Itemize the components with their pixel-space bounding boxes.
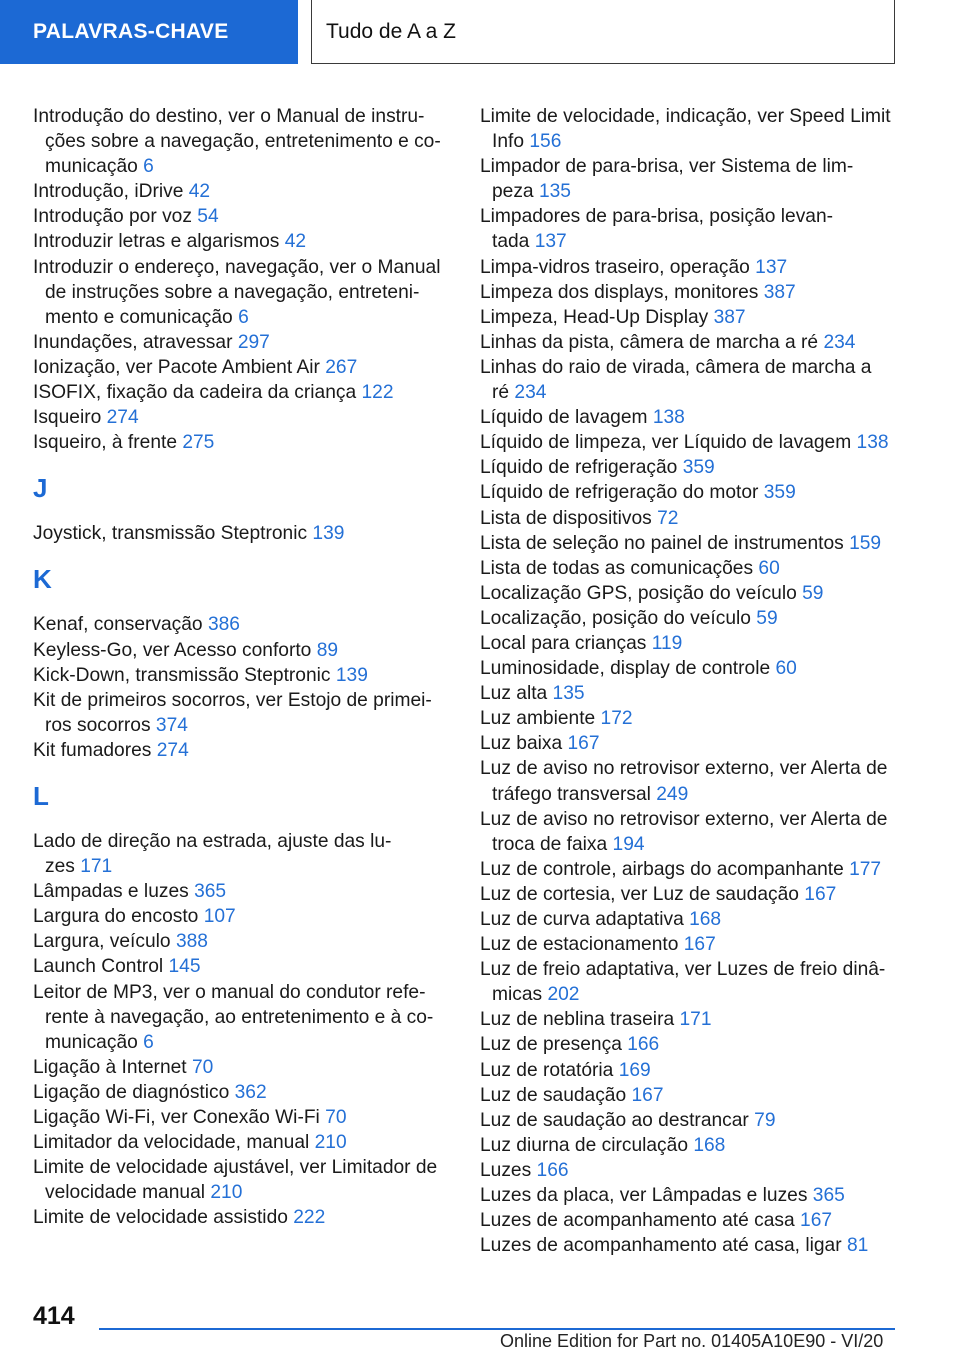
index-entry	[480, 556, 900, 581]
index-entry	[480, 631, 900, 656]
page-reference-link[interactable]: 359	[682, 457, 715, 479]
entry-text: ré	[492, 382, 510, 404]
entry-text: Linhas do raio de virada, câmera de marcha a	[480, 356, 872, 378]
entry-text: Luz diurna de circulação	[480, 1134, 688, 1156]
page-reference-link[interactable]: 119	[651, 632, 683, 654]
index-entry	[480, 330, 900, 355]
page-reference-link[interactable]: 6	[238, 306, 249, 328]
page-reference-link[interactable]: 365	[194, 881, 227, 903]
index-entry	[480, 857, 900, 882]
index-entry	[480, 807, 900, 857]
page-reference-link[interactable]: 122	[361, 382, 394, 404]
page-reference-link[interactable]: 297	[237, 331, 270, 353]
entry-text: Luz ambiente	[480, 708, 596, 730]
index-entry	[480, 731, 900, 756]
entry-text: Luz de controle, airbags do acompanhante	[480, 858, 844, 880]
index-entry	[33, 638, 438, 663]
index-entry	[33, 1205, 438, 1230]
section-tab	[0, 0, 298, 64]
page-reference-link[interactable]: 388	[175, 931, 208, 953]
page-reference-link[interactable]: 171	[80, 856, 113, 878]
page-reference-link[interactable]: 159	[849, 532, 882, 554]
page-reference-link[interactable]: 70	[325, 1107, 347, 1128]
entry-text: Líquido de refrigeração do motor	[480, 482, 759, 504]
page-reference-link[interactable]: 234	[823, 331, 856, 353]
entry-text: municação	[45, 1031, 138, 1053]
entry-text: mento e comunicação	[45, 306, 233, 328]
entry-text: Introduzir letras e algarismos	[33, 231, 280, 253]
index-letter-heading: L	[33, 780, 49, 811]
index-entry	[33, 521, 438, 546]
entry-text: rente à navegação, ao entretenimento e à co-	[45, 1006, 434, 1028]
entry-text: Introdução do destino, ver o Manual de instru-	[33, 106, 425, 127]
entry-text: Ionização, ver Pacote Ambient Air	[33, 356, 320, 378]
page-reference-link[interactable]: 210	[210, 1182, 243, 1204]
index-entry	[480, 480, 900, 505]
page-reference-link[interactable]: 167	[631, 1084, 664, 1106]
entry-text: Launch Control	[33, 956, 164, 978]
index-entry	[480, 280, 900, 305]
page-reference-link[interactable]: 234	[514, 382, 547, 404]
index-entry	[480, 907, 900, 932]
entry-text: Luzes	[480, 1159, 532, 1181]
page-reference-link[interactable]: 89	[316, 639, 339, 661]
entry-text: Limite de velocidade ajustável, ver Limitador de	[33, 1157, 438, 1179]
index-entry	[33, 904, 438, 929]
entry-text: ções sobre a navegação, entretenimento e co-	[45, 131, 441, 153]
page-reference-link[interactable]: 138	[856, 432, 889, 454]
index-entry	[480, 932, 900, 957]
index-entry	[33, 1130, 438, 1155]
entry-text: Luz de freio adaptativa, ver Luzes de freio dinâ-	[480, 959, 886, 981]
page-reference-link[interactable]: 60	[775, 658, 797, 680]
index-entry	[480, 1133, 900, 1158]
page-reference-link[interactable]: 169	[618, 1059, 651, 1081]
footer-divider	[99, 1328, 895, 1330]
index-entry	[480, 1233, 900, 1258]
entry-text: Líquido de refrigeração	[480, 457, 678, 479]
entry-text: Localização GPS, posição do veículo	[480, 582, 797, 604]
entry-text: Líquido de limpeza, ver Líquido de lavagem	[480, 432, 852, 454]
index-entry	[33, 229, 438, 254]
index-letter-heading: K	[33, 564, 52, 595]
page-reference-link[interactable]: 267	[325, 356, 358, 378]
index-entry	[480, 606, 900, 631]
entry-text: Joystick, transmissão Steptronic	[33, 523, 308, 545]
index-entry	[480, 1108, 900, 1133]
entry-text: Local para crianças	[480, 632, 647, 654]
index-entry	[33, 738, 438, 763]
entry-text: Luz de aviso no retrovisor externo, ver Alerta de	[480, 758, 888, 780]
section-subtitle: Tudo de A a Z	[326, 19, 456, 43]
page-number: 414	[33, 1302, 75, 1330]
index-entry	[480, 1007, 900, 1032]
index-entry	[33, 405, 438, 430]
page-reference-link[interactable]: 167	[800, 1210, 833, 1232]
page-reference-link[interactable]: 107	[203, 906, 236, 928]
page-reference-link[interactable]: 72	[657, 507, 679, 529]
page-reference-link[interactable]: 387	[763, 281, 796, 303]
index-entry	[480, 706, 900, 731]
index-letter-heading: J	[33, 473, 48, 504]
entry-text: Introdução por voz	[33, 206, 192, 228]
entry-text: Limitador da velocidade, manual	[33, 1132, 310, 1154]
index-entry	[480, 1083, 900, 1108]
page-reference-link[interactable]: 386	[207, 614, 240, 636]
index-entry	[33, 1155, 438, 1205]
index-entry	[33, 688, 438, 738]
entry-text: tada	[492, 231, 530, 253]
entry-text: Luz de curva adaptativa	[480, 909, 684, 930]
entry-text: Limite de velocidade, indicação, ver Speed Limit	[480, 106, 891, 127]
entry-text: Luzes de acompanhamento até casa, ligar	[480, 1235, 842, 1257]
index-entry	[33, 204, 438, 229]
entry-text: Limpa-vidros traseiro, operação	[480, 256, 750, 278]
entry-text: Isqueiro	[33, 407, 102, 429]
index-entry	[480, 656, 900, 681]
entry-text: Kit de primeiros socorros, ver Estojo de primei-	[33, 689, 432, 711]
entry-text: Ligação Wi-Fi, ver Conexão Wi-Fi	[33, 1107, 320, 1128]
index-entry	[480, 1058, 900, 1083]
index-entry	[33, 430, 438, 455]
page-reference-link[interactable]: 365	[812, 1185, 845, 1207]
entry-text: Luminosidade, display de controle	[480, 658, 771, 680]
page-reference-link[interactable]: 167	[804, 883, 837, 905]
entry-text: Luz de estacionamento	[480, 934, 679, 956]
page-reference-link[interactable]: 374	[155, 714, 188, 736]
index-entry	[480, 355, 900, 405]
entry-text: micas	[492, 984, 543, 1006]
index-entry	[33, 330, 438, 355]
index-entry	[33, 380, 438, 405]
entry-text: Keyless-Go, ver Acesso conforto	[33, 639, 312, 661]
index-entry	[33, 954, 438, 979]
page-reference-link[interactable]: 81	[846, 1235, 869, 1257]
index-entry	[33, 663, 438, 688]
page-reference-link[interactable]: 139	[335, 664, 368, 686]
entry-text: Largura, veículo	[33, 931, 171, 953]
index-entry	[480, 430, 900, 455]
entry-text: Localização, posição do veículo	[480, 607, 751, 629]
entry-text: Kenaf, conservação	[33, 614, 203, 636]
entry-text: Luzes de acompanhamento até casa	[480, 1210, 795, 1232]
entry-text: Limpadores de para-brisa, posição levan-	[480, 206, 834, 228]
entry-text: zes	[45, 856, 75, 878]
page-reference-link[interactable]: 166	[627, 1034, 660, 1056]
page-reference-link[interactable]: 59	[756, 607, 778, 629]
entry-text: Lista de todas as comunicações	[480, 557, 754, 579]
section-label: PALAVRAS-CHAVE	[33, 20, 229, 43]
page-reference-link[interactable]: 359	[763, 482, 796, 504]
entry-text: Luz de aviso no retrovisor externo, ver Alerta de	[480, 808, 888, 830]
entry-text: Líquido de lavagem	[480, 407, 648, 429]
entry-text: Luz de presença	[480, 1034, 622, 1056]
entry-text: Isqueiro, à frente	[33, 432, 177, 454]
page-reference-link[interactable]: 59	[802, 582, 824, 604]
page-reference-link[interactable]: 79	[754, 1109, 776, 1131]
entry-text: Lado de direção na estrada, ajuste das lu-	[33, 830, 392, 852]
index-entry	[480, 1032, 900, 1057]
index-entry	[480, 506, 900, 531]
entry-text: de instruções sobre a navegação, entreteni-	[45, 281, 420, 303]
page-reference-link[interactable]: 60	[758, 557, 780, 579]
entry-text: Luz de saudação ao destrancar	[480, 1109, 749, 1131]
page-reference-link[interactable]: 275	[182, 432, 215, 454]
page-reference-link[interactable]: 249	[656, 783, 689, 805]
index-entry	[480, 581, 900, 606]
entry-text: Ligação de diagnóstico	[33, 1081, 230, 1103]
entry-text: Leitor de MP3, ver o manual do condutor refe-	[33, 981, 426, 1003]
page-reference-link[interactable]: 362	[234, 1081, 267, 1103]
index-entry	[33, 1105, 438, 1130]
page-reference-link[interactable]: 177	[849, 858, 882, 880]
index-entry	[33, 829, 438, 879]
index-entry	[33, 355, 438, 380]
index-column-right	[480, 104, 900, 1258]
index-entry	[33, 929, 438, 954]
entry-text: Introduzir o endereço, navegação, ver o Manual	[33, 256, 441, 278]
page-reference-link[interactable]: 166	[536, 1159, 569, 1181]
page-reference-link[interactable]: 172	[600, 708, 633, 730]
index-entry	[33, 612, 438, 637]
page-reference-link[interactable]: 6	[143, 156, 154, 178]
page-reference-link[interactable]: 210	[314, 1132, 347, 1154]
index-entry	[480, 154, 900, 204]
page-reference-link[interactable]: 156	[529, 131, 562, 153]
index-entry	[480, 104, 900, 154]
entry-text: Linhas da pista, câmera de marcha a ré	[480, 331, 819, 353]
page-reference-link[interactable]: 6	[143, 1031, 154, 1053]
entry-text: velocidade manual	[45, 1182, 206, 1204]
page-reference-link[interactable]: 137	[755, 256, 788, 278]
page-reference-link[interactable]: 138	[652, 407, 685, 429]
index-entry	[33, 104, 441, 179]
entry-text: Luz de neblina traseira	[480, 1009, 675, 1031]
page-reference-link[interactable]: 387	[713, 306, 746, 328]
index-entry	[33, 1080, 438, 1105]
page-reference-link[interactable]: 70	[191, 1056, 214, 1078]
index-entry	[480, 305, 900, 330]
page-reference-link[interactable]: 167	[567, 733, 600, 755]
entry-text: Introdução, iDrive	[33, 181, 184, 203]
entry-text: Lâmpadas e luzes	[33, 881, 189, 903]
index-entry	[480, 957, 900, 1007]
page-reference-link[interactable]: 137	[534, 231, 567, 253]
entry-text: ISOFIX, fixação da cadeira da criança	[33, 382, 357, 404]
index-entry	[480, 405, 900, 430]
index-entry	[33, 980, 438, 1055]
entry-text: Inundações, atravessar	[33, 331, 233, 353]
entry-text: Limpeza dos displays, monitores	[480, 281, 759, 303]
index-entry	[33, 1055, 438, 1080]
entry-text: Limite de velocidade assistido	[33, 1207, 288, 1229]
entry-text: Info	[492, 131, 525, 153]
page-reference-link[interactable]: 167	[683, 934, 716, 956]
entry-text: tráfego transversal	[492, 783, 651, 805]
entry-text: Limpador de para-brisa, ver Sistema de lim-	[480, 156, 854, 178]
page-reference-link[interactable]: 54	[197, 206, 219, 228]
page-reference-link[interactable]: 222	[293, 1207, 326, 1229]
page-reference-link[interactable]: 135	[552, 683, 585, 705]
entry-text: Largura do encosto	[33, 906, 199, 928]
index-entry	[33, 179, 438, 204]
entry-text: Luz de rotatória	[480, 1059, 614, 1081]
entry-text: troca de faixa	[492, 833, 608, 855]
entry-text: Luz de cortesia, ver Luz de saudação	[480, 883, 799, 905]
index-entry	[480, 531, 900, 556]
index-entry	[33, 879, 438, 904]
entry-text: Ligação à Internet	[33, 1056, 187, 1078]
entry-text: Limpeza, Head-Up Display	[480, 306, 709, 328]
entry-text: Luzes da placa, ver Lâmpadas e luzes	[480, 1185, 808, 1207]
entry-text: Luz alta	[480, 683, 548, 705]
entry-text: Luz baixa	[480, 733, 563, 755]
entry-text: ros socorros	[45, 714, 151, 736]
index-entry	[33, 255, 441, 330]
page-reference-link[interactable]: 202	[547, 984, 580, 1006]
entry-text: peza	[492, 181, 534, 203]
section-header	[311, 0, 895, 64]
index-entry	[480, 882, 900, 907]
index-entry	[480, 204, 900, 254]
page-reference-link[interactable]: 139	[312, 523, 345, 545]
page-reference-link[interactable]: 274	[156, 739, 189, 761]
entry-text: Luz de saudação	[480, 1084, 627, 1106]
entry-text: Lista de seleção no painel de instrumentos	[480, 532, 844, 554]
entry-text: Lista de dispositivos	[480, 507, 652, 529]
index-entry	[480, 1158, 900, 1183]
index-entry	[480, 681, 900, 706]
page-reference-link[interactable]: 171	[679, 1009, 712, 1031]
page-reference-link[interactable]: 168	[689, 909, 722, 930]
entry-text: Kit fumadores	[33, 739, 152, 761]
index-entry	[480, 455, 900, 480]
page-reference-link[interactable]: 135	[538, 181, 571, 203]
entry-text: Kick-Down, transmissão Steptronic	[33, 664, 331, 686]
page-reference-link[interactable]: 168	[693, 1134, 726, 1156]
edition-footer: Online Edition for Part no. 01405A10E90 - VI/20	[500, 1331, 884, 1351]
index-entry	[480, 756, 900, 806]
page-reference-link[interactable]: 194	[612, 833, 645, 855]
index-column-left	[33, 104, 441, 1230]
page-reference-link[interactable]: 42	[284, 231, 307, 253]
page-reference-link[interactable]: 145	[168, 956, 201, 978]
index-entry	[480, 255, 900, 280]
page-reference-link[interactable]: 274	[106, 407, 139, 429]
entry-text: municação	[45, 156, 138, 178]
page-reference-link[interactable]: 42	[188, 181, 211, 203]
index-entry	[480, 1208, 900, 1233]
index-entry	[480, 1183, 900, 1208]
